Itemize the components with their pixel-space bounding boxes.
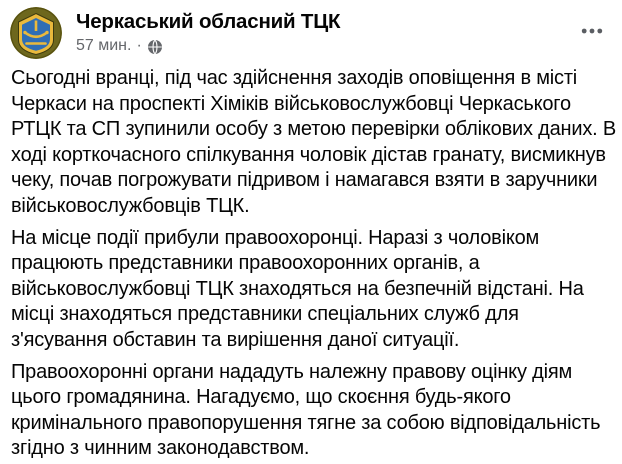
post-menu-button[interactable] xyxy=(574,13,610,49)
avatar[interactable] xyxy=(10,7,62,59)
post-body xyxy=(0,66,622,462)
post-header xyxy=(0,0,622,59)
globe-icon xyxy=(147,39,163,55)
post-paragraph-2: На місце події прибули правоохоронці. Наразі з чоловіком працюють представники правоохоронних органів, а військовослужбовці ТЦК знаходяться на безпечній відстані. На місці знаходяться представники спеціальних служб для з'ясування обставин та вирішення даної ситуації. xyxy=(11,226,584,351)
timestamp-link[interactable]: 57 мин. xyxy=(76,37,132,54)
header-info xyxy=(76,7,340,56)
cherkasy-tcc-emblem-icon xyxy=(10,7,62,59)
post-paragraph-3: Правоохоронні органи нададуть належну правову оцінку діям цього громадянина. Нагадуємо, що скоєння будь-якого кримінального правопорушення тягне за собою відповідальність згідно з чинним законодавством. xyxy=(11,360,601,460)
post-meta xyxy=(76,36,340,56)
page-name-link[interactable]: Черкаський обласний ТЦК xyxy=(76,10,341,33)
meta-separator: · xyxy=(136,37,142,54)
post-paragraph-1: Сьогодні вранці, під час здійснення заходів оповіщення в місті Черкаси на проспекті Хіміків військовослужбовці Черкаського РТЦК та СП зупинили особу з метою перевірки облікових даних. В ході корткочасного спілкування чоловік дістав гранату, висмикнув чеку, почав погрожувати підривом і намагався взяти в заручники військовослужбовців ТЦК. xyxy=(11,67,616,217)
ellipsis-icon xyxy=(581,28,603,34)
